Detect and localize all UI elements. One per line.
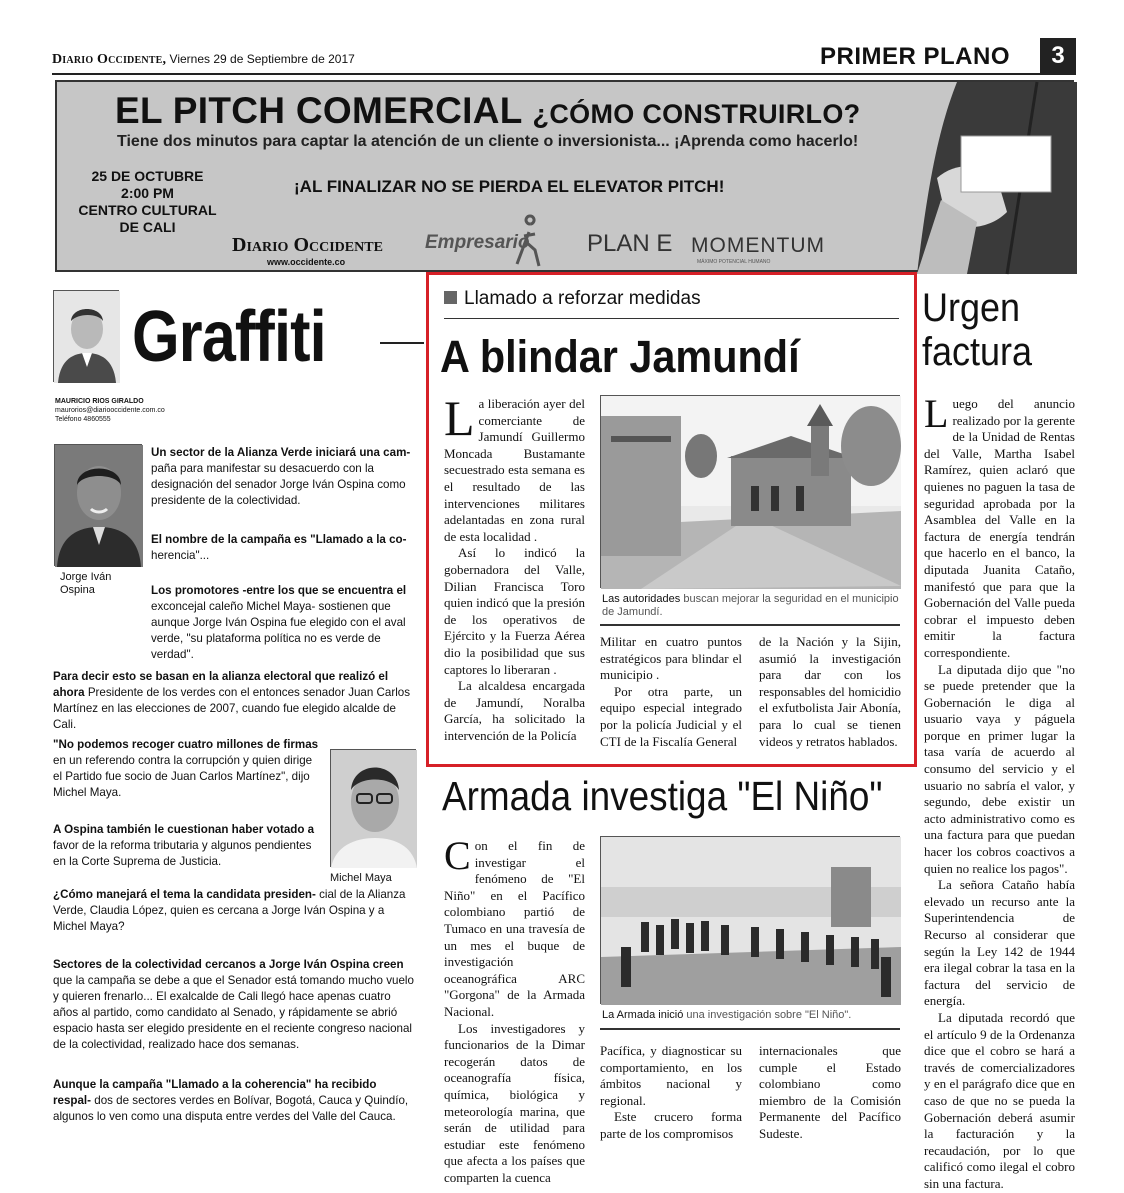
graffiti-paragraph-1 <box>151 445 416 509</box>
paragraph-lead: A Ospina también le cuestionan haber votado a <box>53 823 315 836</box>
ad-title-main: EL PITCH COMERCIAL <box>115 90 522 131</box>
ad-date: 25 DE OCTUBRE <box>91 168 204 184</box>
paragraph-lead: Los promotores -entre los que se encuentra el <box>151 584 407 597</box>
graffiti-paragraph-5 <box>53 737 323 801</box>
paragraph-text: uego del anuncio realizado por la gerente de la Unidad de Rentas del Valle, Martha Isabel Ramírez, quien aclaró que quienes no paguen la tasa de seguridad aprobada por la Asamblea del Valle en la factura de energía tendrán que hacerlo en el banco, la diputada Juanita Cataño, manifestó que para que la Gobernación del Valle pueda cobrar el impuesto deben emitir la factura correspondiente. <box>924 396 1075 660</box>
caption-last-name: Maya <box>364 872 392 884</box>
article-column-2 <box>600 634 742 750</box>
issue-date: Viernes 29 de Septiembre de 2017 <box>169 52 355 66</box>
drop-cap: C <box>444 833 471 878</box>
armada-ship-photo <box>600 836 900 1004</box>
ad-city: DE CALI <box>119 219 176 235</box>
graffiti-paragraph-3 <box>151 583 416 663</box>
article-paragraph: internacionales que cumple el Estado colombiano como miembro de la Comisión Permanente del Pacífico Sudeste. <box>759 1043 901 1141</box>
ad-venue: CENTRO CULTURAL <box>78 202 217 218</box>
article-column-1 <box>444 390 585 744</box>
armada-column-2 <box>600 1043 742 1143</box>
paragraph-body: favor de la reforma tributaria y algunos pendientes en la Corte Suprema de Justicia. <box>53 839 312 868</box>
paragraph-body: que la campaña se debe a que el Senador está tomando mucho vuelo y quieren frenarlo... El exalcalde de Cali llegó hace apenas cuatro años al partido, como candidato al Senado, y rápidamente se abrió espacio hasta ser elegido presidente en el reciente congreso nacional de la colectividad, realizado hace dos semanas. <box>53 974 414 1051</box>
paragraph-text: a liberación ayer del comerciante de Jamundí Guillermo Moncada Bustamante secuestrado esta semana es el resultado de las intervenciones militares adelantadas en zona rural de esta localidad . <box>444 396 585 544</box>
paragraph-body: Presidente de los verdes con el entonces senador Juan Carlos Martínez en las elecciones de 2007, cuando fue elegido alcalde de Cali. <box>53 686 411 731</box>
photo-caption-michel <box>330 872 392 885</box>
armada-photo-caption <box>602 1009 900 1022</box>
urgen-column <box>924 391 1075 1193</box>
article-paragraph: La alcaldesa encargada de Jamundí, Noralba García, ha solicitado la intervención de la Policía <box>444 678 585 743</box>
armada-headline: Armada investiga "El Niño" <box>442 773 883 819</box>
ad-title-question: ¿CÓMO CONSTRUIRLO? <box>532 99 861 129</box>
diario-occidente-logo: Diario Occidente <box>232 234 383 256</box>
article-paragraph: de la Nación y la Sijin, asumió la investigación para dar con los responsables del homicidio el exfutbolista Jair Abonía, para lo cual se tienen videos y retratos hablados. <box>759 634 901 749</box>
paragraph-lead: "No podemos recoger cuatro millones de firmas <box>53 738 319 751</box>
ad-subtitle: Tiene dos minutos para captar la atención de un cliente o inversionista... ¡Aprenda como hacerlo! <box>117 133 859 150</box>
graffiti-paragraph-6 <box>53 822 325 870</box>
author-email: maurorios@diariooccidente.com.co <box>55 407 165 414</box>
article-paragraph: La señora Cataño había elevado un recurso ante la Superintendencia de Recurso al considerar que según la Ley 142 de 1944 era ilegal cobrar la tasa en la factura del servicio de energía. <box>924 877 1075 1009</box>
article-kicker <box>444 288 701 310</box>
article-paragraph: Por otra parte, un equipo especial integrado por la policía Judicial y el CTI de la Fiscalía General <box>600 683 742 749</box>
momentum-logo: MOMENTUM <box>691 234 825 257</box>
paragraph-body: dos de sectores verdes en Bolívar, Bogotá, Cauca y Quindío, algunos lo ven como una disputa entre verdes del Valle del Cauca. <box>53 1094 409 1123</box>
paragraph-body: en un referendo contra la corrupción y quien dirige el Partido fue socio de Juan Carlos Martínez", dijo Michel Maya. <box>53 754 313 799</box>
headline-line-2: factura <box>922 330 1033 374</box>
caption-lead: La Armada inició <box>602 1009 684 1021</box>
paper-header <box>52 52 355 68</box>
paragraph-body: herencia"... <box>151 549 210 562</box>
graffiti-rule <box>380 342 424 344</box>
graffiti-paragraph-8 <box>53 957 416 1053</box>
armada-column-1 <box>444 833 585 1186</box>
author-photo <box>53 290 119 382</box>
paragraph-lead: Sectores de la colectividad cercanos a Jorge Iván Ospina creen <box>53 958 404 971</box>
jorge-ivan-ospina-photo <box>54 444 142 566</box>
caption-rest: una investigación sobre "El Niño". <box>683 1009 852 1021</box>
headline-line-1: Urgen <box>922 286 1021 330</box>
hand-holding-card-image <box>897 82 1077 274</box>
article-column-3 <box>759 634 901 750</box>
article-paragraph <box>924 391 1075 662</box>
kicker-rule <box>444 318 899 319</box>
caption-first-name: Michel <box>330 872 362 884</box>
jamundi-photo-caption <box>602 593 900 619</box>
ad-title <box>115 90 860 132</box>
caption-rule <box>600 624 900 626</box>
caption-lead: Las autoridades <box>602 593 681 605</box>
graffiti-paragraph-4 <box>53 669 416 733</box>
diario-url: www.occidente.co <box>267 257 346 267</box>
jamundi-street-photo <box>600 395 900 588</box>
caption-first-name: Jorge Iván <box>60 571 112 583</box>
article-paragraph: Los investigadores y funcionarios de la Dimar recogerán datos de oceanografía física, química, biológica y meteorología marina, que serán de utilidad para estudiar este fenómeno que afecta a los países que comparten la cuenca <box>444 1020 585 1185</box>
article-paragraph: La diputada dijo que "no se puede pretender que la Gobernación le diga al usuario vaya y páguela porque en primer lugar la tasa varía de acuerdo al consumo del servicio y el usuario no sabría el valor, y segundo, debe existir un acto administrativo como es una factura para que puedan hacer los cobros coactivos a quien no realice los pagos". <box>924 661 1075 876</box>
paragraph-lead: Un sector de la Alianza Verde iniciará una cam- <box>151 446 411 459</box>
header-rule <box>52 73 1076 75</box>
plan-e-logo: PLAN E <box>587 230 673 257</box>
article-paragraph <box>444 390 585 545</box>
momentum-tagline: MÁXIMO POTENCIAL HUMANO <box>697 259 771 265</box>
urgen-factura-headline <box>922 286 1032 374</box>
paragraph-text: on el fin de investigar el fenómeno de "El Niño" en el Pacífico colombiano partió de Tumaco en una travesía de un mes el buque de investigación oceanográfica ARC "Gorgona" de la Armada Nacional. <box>444 838 585 1019</box>
author-name: MAURICIO RIOS GIRALDO <box>55 398 144 405</box>
empresario-logo: Empresario <box>425 232 530 253</box>
article-headline: A blindar Jamundí <box>440 331 800 382</box>
caption-rest: buscan mejorar la seguridad en el municipio de Jamundí. <box>602 593 899 618</box>
photo-caption-jorge <box>60 571 111 597</box>
article-paragraph: La diputada recordó que el artículo 9 de la Ordenanza dice que el cobro se hará a través de comercializadores y en el parágrafo dice que en caso de que no se pueda la Gobernación deberá asumir la facturación y la recaudación, por lo que calificó como ilegal el cobro sin una factura. <box>924 1009 1075 1191</box>
paragraph-body: exconcejal caleño Michel Maya- sostienen que aunque Jorge Iván Ospina fue elegido con el aval verde, "su plataforma política no es verde de verdad". <box>151 600 406 661</box>
paragraph-lead: El nombre de la campaña es "Llamado a la co- <box>151 533 407 546</box>
graffiti-paragraph-9 <box>53 1077 416 1125</box>
runner-figure-icon <box>515 222 541 268</box>
michel-maya-photo <box>330 749 416 867</box>
article-paragraph: Pacífica, y diagnosticar su comportamiento, en los ámbitos nacional y regional. <box>600 1043 742 1108</box>
paragraph-body: paña para manifestar su desacuerdo con la designación del senador Jorge Iván Ospina como presidente de la colectividad. <box>151 462 406 507</box>
caption-last-name: Ospina <box>60 584 95 596</box>
page-number: 3 <box>1040 38 1076 74</box>
drop-cap: L <box>444 390 475 446</box>
paragraph-body: cial de la Alianza Verde, Claudia López, quien es cercana a Jorge Iván Ospina y a Michel Maya? <box>53 888 406 933</box>
graffiti-title: Graffiti <box>132 297 326 377</box>
kicker-square-icon <box>444 291 457 304</box>
paragraph-lead: Aunque la campaña "Llamado a la coherencia" ha recibido respal- <box>53 1078 377 1107</box>
graffiti-paragraph-2 <box>151 532 416 564</box>
article-paragraph: Militar en cuatro puntos estratégicos para blindar el municipio . <box>600 634 742 683</box>
graffiti-paragraph-7 <box>53 887 416 935</box>
ad-time: 2:00 PM <box>121 185 174 201</box>
caption-rule <box>600 1028 900 1030</box>
section-title: PRIMER PLANO <box>820 43 1011 70</box>
paper-name: Diario Occidente, <box>52 52 167 67</box>
pitch-advertisement <box>55 80 1074 272</box>
ad-event-details <box>75 168 220 236</box>
armada-column-3 <box>759 1043 901 1143</box>
article-paragraph: Este crucero forma parte de los compromisos <box>600 1109 742 1141</box>
paragraph-lead: Para decir esto se basan en la alianza electoral que realizó el ahora <box>53 670 389 699</box>
article-paragraph <box>444 833 585 1021</box>
kicker-text: Llamado a reforzar medidas <box>464 288 701 309</box>
paragraph-lead: ¿Cómo manejará el tema la candidata presiden- <box>53 888 316 901</box>
author-phone: Teléfono 4860555 <box>55 416 111 423</box>
ad-elevator-pitch: ¡AL FINALIZAR NO SE PIERDA EL ELEVATOR PITCH! <box>294 177 725 196</box>
article-paragraph: Así lo indicó la gobernadora del Valle, Dilian Francisca Toro quien indicó que la presión de los operativos de Ejército y la Fuerza Aérea dio la posibilidad que sus captores lo liberaran . <box>444 545 585 677</box>
drop-cap: L <box>924 391 949 436</box>
